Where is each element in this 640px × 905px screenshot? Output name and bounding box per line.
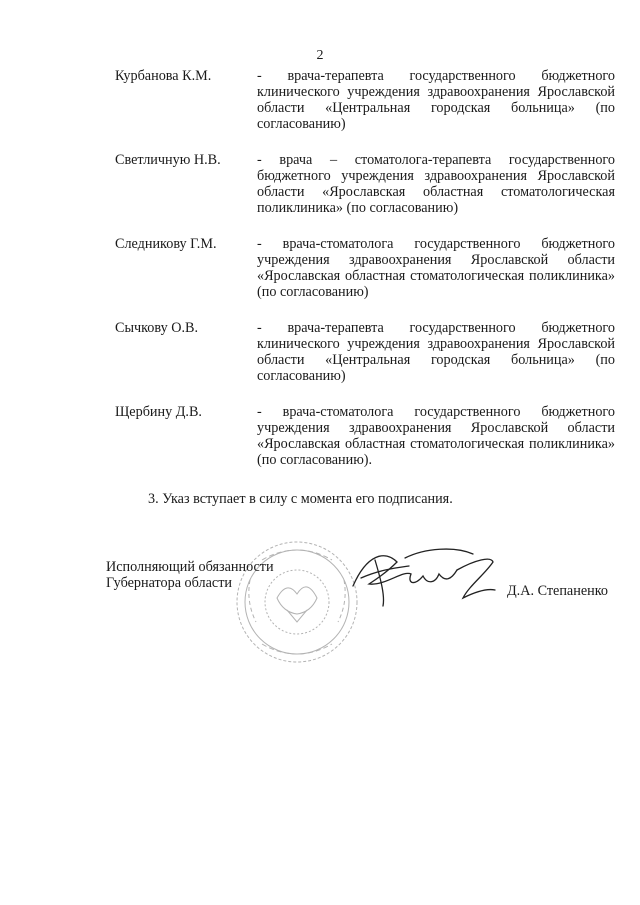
signer-title-line: Исполняющий обязанности <box>106 559 274 575</box>
appointee-name: Курбанова К.М. <box>115 68 212 84</box>
appointee-name: Светличную Н.В. <box>115 152 221 168</box>
appointee-name: Сычкову О.В. <box>115 320 199 336</box>
signer-name: Д.А. Степаненко <box>507 583 608 599</box>
appointee-position: - врача-стоматолога государственного бюджетного учреждения здравоохранения Ярославской области «Ярославская областная стоматологическая поликлиника» (по согласованию) <box>257 236 615 300</box>
appointee-position: - врача – стоматолога-терапевта государственного бюджетного учреждения здравоохранения Ярославской области «Ярославская областная стоматологическая поликлиника» (по согласованию) <box>257 152 615 216</box>
list-item <box>0 404 640 488</box>
signer-title-line: Губернатора области <box>106 575 232 591</box>
list-item <box>0 152 640 236</box>
signer-title <box>106 559 274 591</box>
appointee-name: Щербину Д.В. <box>115 404 202 420</box>
list-item <box>0 68 640 152</box>
appointee-name: Следникову Г.М. <box>115 236 217 252</box>
decree-clause: 3. Указ вступает в силу с момента его подписания. <box>148 491 453 507</box>
list-item <box>0 320 640 404</box>
appointee-position: - врача-стоматолога государственного бюджетного учреждения здравоохранения Ярославской области «Ярославская областная стоматологическая поликлиника» (по согласованию). <box>257 404 615 468</box>
signature-block <box>0 540 640 670</box>
signature-icon <box>345 540 505 610</box>
page-number: 2 <box>316 48 324 63</box>
appointee-list <box>0 68 640 488</box>
appointee-position: - врача-терапевта государственного бюджетного клинического учреждения здравоохранения Ярославской области «Центральная городская больница» (по согласованию) <box>257 68 615 132</box>
appointee-position: - врача-терапевта государственного бюджетного клинического учреждения здравоохранения Ярославской области «Центральная городская больница» (по согласованию) <box>257 320 615 384</box>
list-item <box>0 236 640 320</box>
